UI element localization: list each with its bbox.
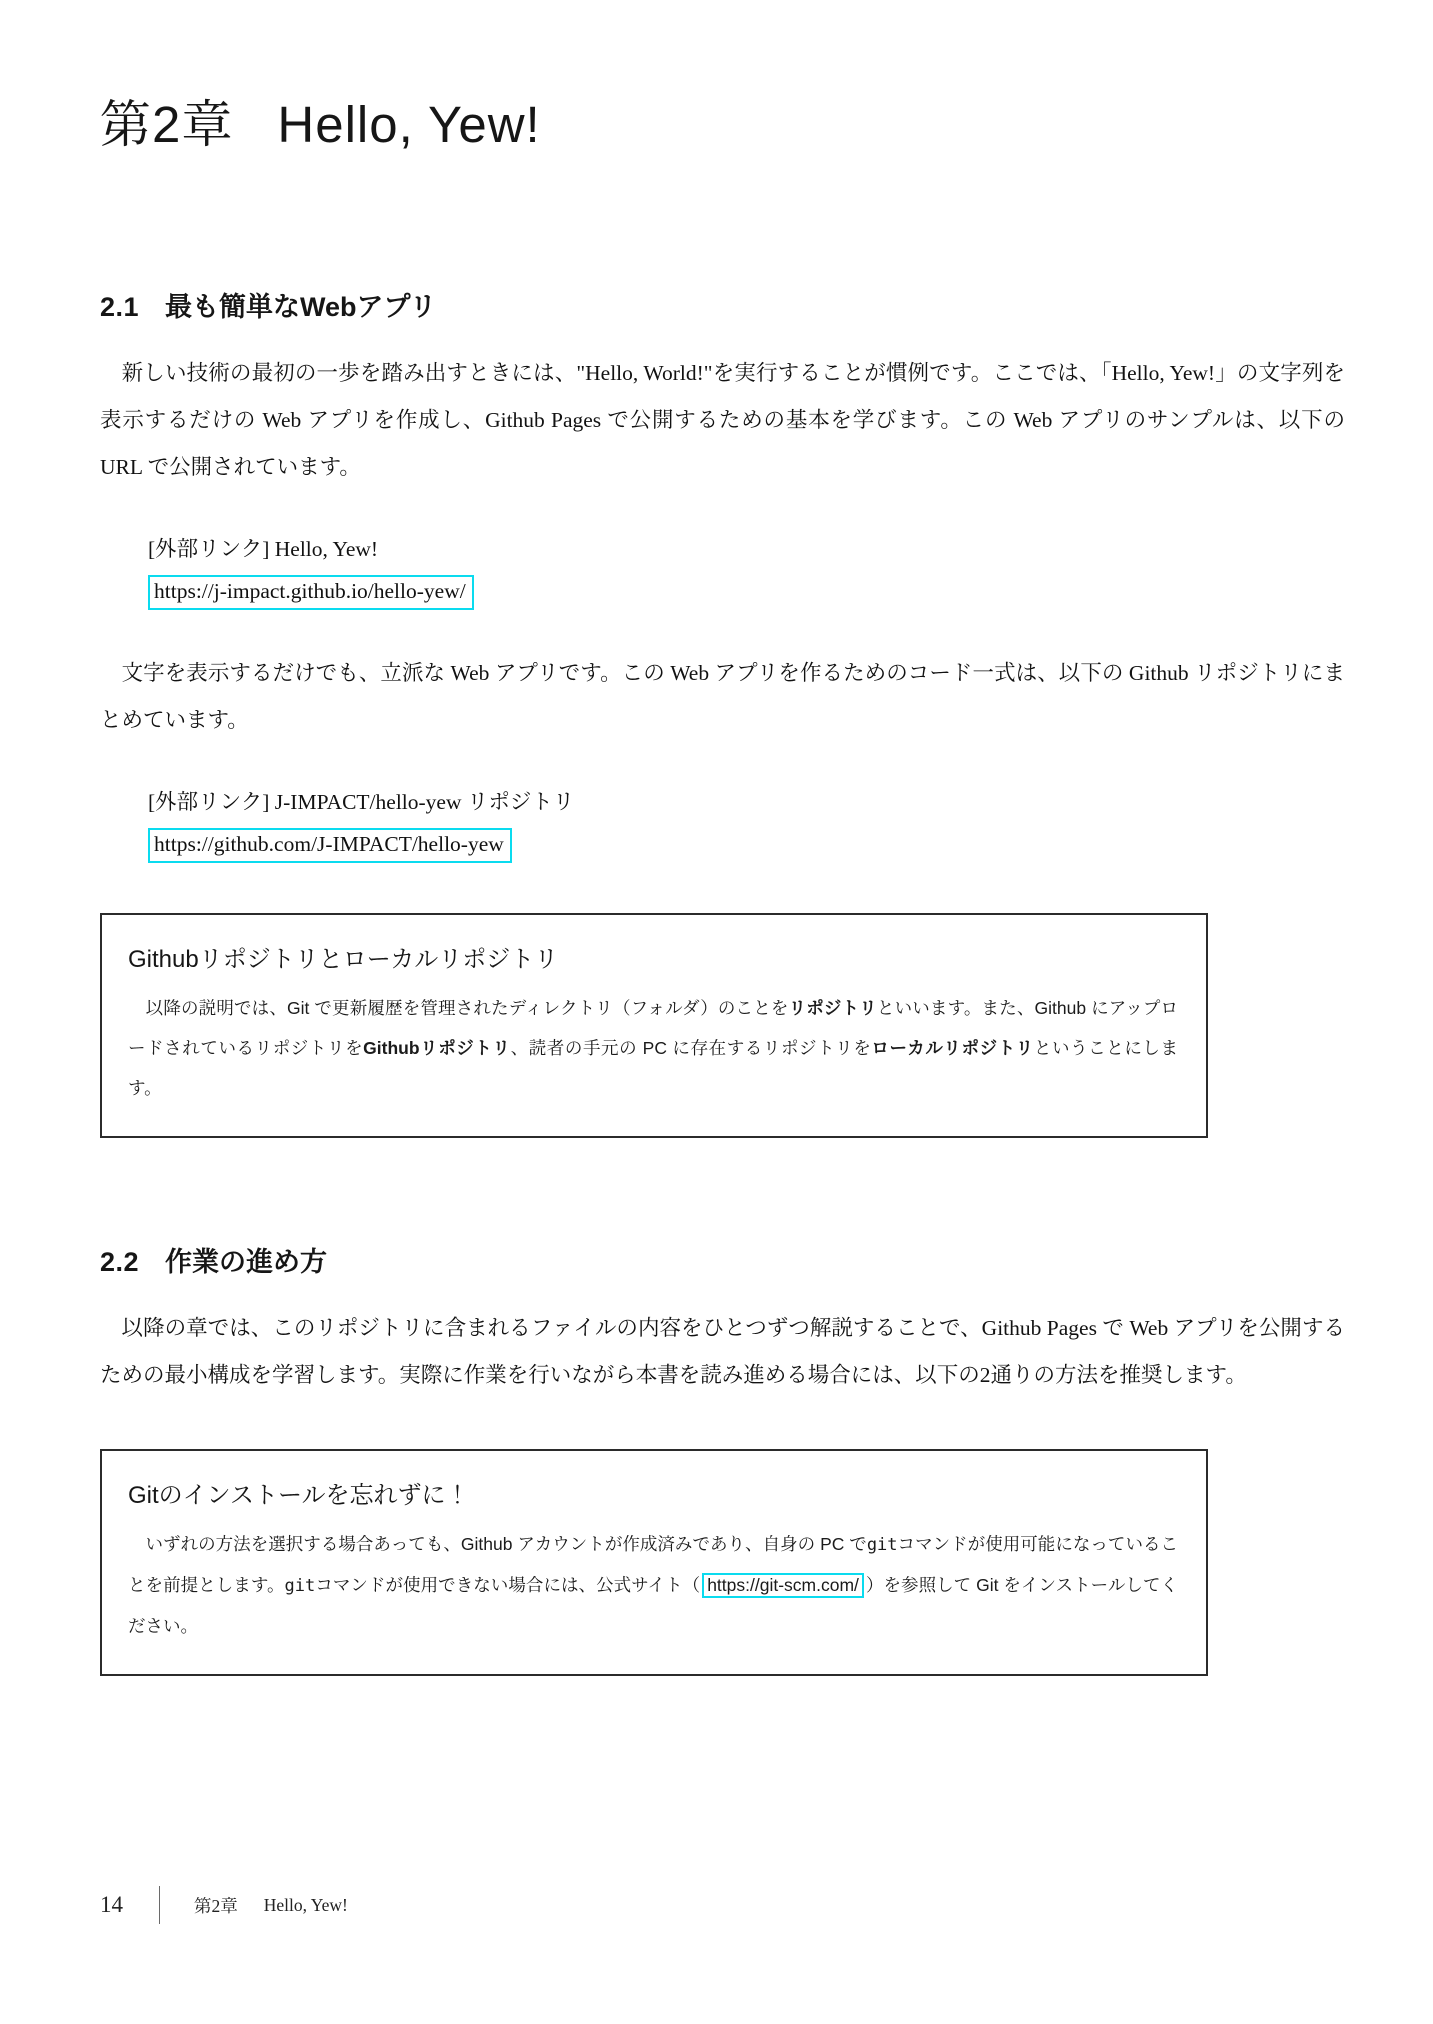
section-2-2-number: 2.2 <box>100 1247 140 1277</box>
section-2-2-paragraph-1: 以降の章では、このリポジトリに含まれるファイルの内容をひとつずつ解説することで、Github Pages で Web アプリを公開するための最小構成を学習します。実際に作業を行いながら本書を読み進める場合には、以下の2通りの方法を推奨します。 <box>100 1316 1345 1387</box>
external-link-url[interactable]: https://j-impact.github.io/hello-yew/ <box>148 575 474 610</box>
inline-link[interactable]: https://git-scm.com/ <box>702 1573 864 1598</box>
section-2-1-number: 2.1 <box>100 292 140 322</box>
text-segment: リポジトリ <box>788 998 877 1018</box>
section-2-1-heading <box>100 285 1345 324</box>
note-box-git-install <box>100 1449 1208 1676</box>
page-footer <box>100 1886 348 1924</box>
text-segment: Githubリポジトリ <box>363 1038 511 1058</box>
section-2-1-paragraph-2: 文字を表示するだけでも、立派な Web アプリです。この Web アプリを作るためのコード一式は、以下の Github リポジトリにまとめています。 <box>100 661 1345 732</box>
text-segment: 、読者の手元の PC に存在するリポジトリを <box>510 1038 872 1058</box>
section-2-1-paragraph-1: 新しい技術の最初の一歩を踏み出すときには、"Hello, World!"を実行することが慣例です。ここでは、「Hello, Yew!」の文字列を表示するだけの Web アプリを作成し、Github Pages で公開するための基本を学びます。この Web アプリのサンプルは、以下の URL で公開されています。 <box>100 361 1345 479</box>
external-link-label: [外部リンク] J-IMPACT/hello-yew リポジトリ <box>148 790 575 814</box>
note-box-title: Githubリポジトリとローカルリポジトリ <box>128 946 559 973</box>
footer-chapter-label: 第2章 <box>194 1895 238 1916</box>
text-segment: git <box>284 1576 316 1596</box>
section-2-1-title: 最も簡単なWebアプリ <box>165 292 437 322</box>
chapter-heading <box>100 83 1345 157</box>
section-2-2-heading <box>100 1240 1345 1279</box>
external-link-url-line <box>148 575 1345 610</box>
external-link-block-repo <box>100 782 1345 863</box>
section-2-2-title: 作業の進め方 <box>165 1247 328 1277</box>
note-box-body <box>128 1524 1178 1646</box>
chapter-title: Hello, Yew! <box>277 96 541 153</box>
note-box-title: Gitのインストールを忘れずに！ <box>128 1482 470 1509</box>
text-segment: ということにします。 <box>128 1038 1179 1098</box>
chapter-number: 第2章 <box>100 96 234 153</box>
text-segment: コマンドが使用可能になっていることを前提とします。 <box>128 1534 1179 1595</box>
text-segment: いずれの方法を選択する場合あっても、Github アカウントが作成済みであり、自身の PC で <box>128 1534 867 1554</box>
note-box-body <box>128 988 1178 1108</box>
footer-divider <box>159 1886 160 1924</box>
text-segment: git <box>866 1535 898 1555</box>
text-segment: ）を参照して Git をインストールしてください。 <box>128 1575 1178 1636</box>
text-segment: 以降の説明では、Git で更新履歴を管理されたディレクトリ（フォルダ）のことを <box>128 998 789 1018</box>
text-segment: といいます。また、Github にアップロードされているリポジトリを <box>128 998 1179 1058</box>
page-content <box>100 0 1345 1676</box>
note-box-repositories <box>100 913 1208 1138</box>
external-link-url-line <box>148 828 1345 863</box>
footer-page-number: 14 <box>100 1892 123 1917</box>
external-link-url[interactable]: https://github.com/J-IMPACT/hello-yew <box>148 828 512 863</box>
footer-chapter-title: Hello, Yew! <box>263 1894 348 1915</box>
text-segment: コマンドが使用できない場合には、公式サイト（ <box>315 1575 701 1595</box>
external-link-block-hello-yew <box>100 529 1345 610</box>
external-link-label: [外部リンク] Hello, Yew! <box>148 537 379 561</box>
text-segment: ローカルリポジトリ <box>871 1038 1034 1058</box>
